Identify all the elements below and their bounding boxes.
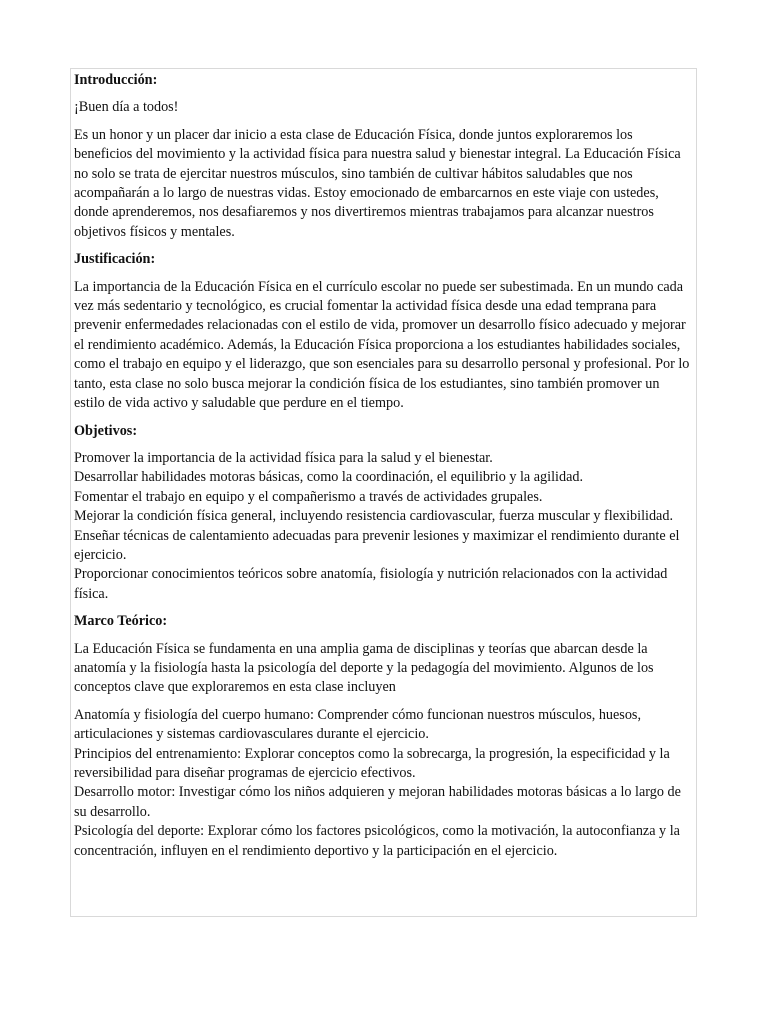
list-item: Enseñar técnicas de calentamiento adecuadas para prevenir lesiones y maximizar el rendimiento durante el ejercicio.: [74, 527, 680, 563]
list-item: Anatomía y fisiología del cuerpo humano: Comprender cómo funcionan nuestros músculos, huesos, articulaciones y sistemas cardiovasculares durante el ejercicio.: [74, 706, 641, 743]
justificacion-heading: Justificación:: [74, 251, 156, 268]
list-item: Promover la importancia de la actividad física para la salud y el bienestar.: [74, 449, 493, 466]
objetivos-list: [74, 449, 693, 604]
marco-teorico-paragraph: La Educación Física se fundamenta en una amplia gama de disciplinas y teorías que abarcan desde la anatomía y la fisiología hasta la psicología del deporte y la pedagogía del movimiento. Algunos de los conceptos clave que exploraremos en esta clase incluyen: [74, 640, 654, 696]
list-item: Fomentar el trabajo en equipo y el compañerismo a través de actividades grupales.: [74, 488, 543, 505]
marco-teorico-list: [74, 706, 693, 861]
marco-teorico-heading: Marco Teórico:: [74, 613, 168, 630]
list-item: Principios del entrenamiento: Explorar conceptos como la sobrecarga, la progresión, la especificidad y la reversibilidad para diseñar programas de ejercicio efectivos.: [74, 745, 670, 781]
list-item: Desarrollar habilidades motoras básicas, como la coordinación, el equilibrio y la agilidad.: [74, 469, 584, 486]
introduccion-heading: Introducción:: [74, 72, 158, 88]
list-item: Desarrollo motor: Investigar cómo los niños adquieren y mejoran habilidades motoras básicas a lo largo de su desarrollo.: [74, 784, 681, 820]
introduccion-paragraph: Es un honor y un placer dar inicio a esta clase de Educación Física, donde juntos exploraremos los beneficios del movimiento y la actividad física para nuestra salud y bienestar integral. La Educación Física no solo se trata de ejercitar nuestros músculos, sino también de cultivar hábitos saludables que nos acompañarán a lo largo de nuestras vidas. Estoy emocionado de embarcarnos en este viaje con ustedes, donde aprenderemos, nos desafiaremos y nos divertiremos mientras trabajamos para alcanzar nuestros objetivos físicos y mentales.: [74, 126, 681, 240]
justificacion-paragraph: La importancia de la Educación Física en el currículo escolar no puede ser subestimada. En un mundo cada vez más sedentario y tecnológico, es crucial fomentar la actividad física desde una edad temprana para prevenir enfermedades relacionadas con el estilo de vida, promover un desarrollo físico adecuado y mejorar el rendimiento académico. Además, la Educación Física proporciona a los estudiantes habilidades sociales, como el trabajo en equipo y el liderazgo, que son esenciales para su desarrollo personal y profesional. Por lo tanto, esta clase no solo busca mejorar la condición física de los estudiantes, sino también promover un estilo de vida activo y saludable que perdure en el tiempo.: [74, 278, 690, 412]
list-item: Proporcionar conocimientos teóricos sobre anatomía, fisiología y nutrición relacionados con la actividad física.: [74, 566, 668, 602]
document-body: [70, 68, 697, 917]
introduccion-greeting: ¡Buen día a todos!: [74, 99, 179, 116]
list-item: Psicología del deporte: Explorar cómo los factores psicológicos, como la motivación, la autoconfianza y la concentración, influyen en el rendimiento deportivo y la participación en el ejercicio.: [74, 823, 680, 859]
objetivos-heading: Objetivos:: [74, 422, 138, 439]
list-item: Mejorar la condición física general, incluyendo resistencia cardiovascular, fuerza muscular y flexibilidad.: [74, 508, 673, 525]
